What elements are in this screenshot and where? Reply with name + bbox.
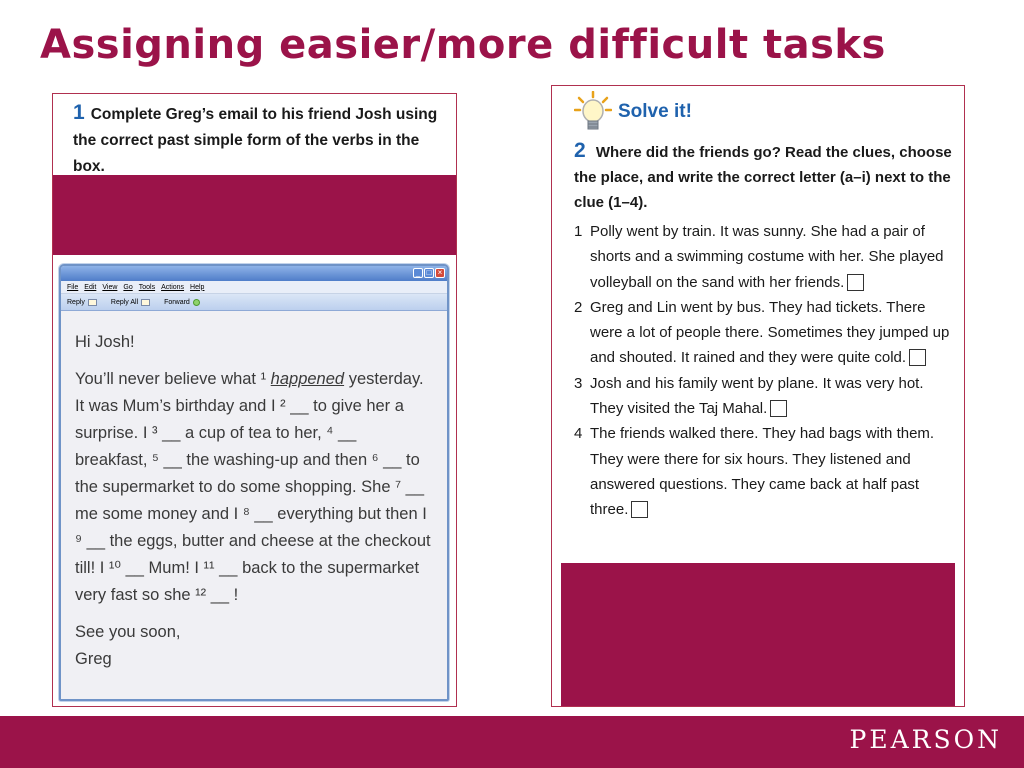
- email-paragraph: [75, 366, 433, 609]
- close-icon[interactable]: ×: [435, 268, 445, 278]
- email-body-rest: yesterday. It was Mum’s birthday and I ² __ to give her a surprise. I ³ __ a cup of tea to her, ⁴ __ breakfast, ⁵ __ the washing-up and then ⁶ __ to the supermarket to do some shopping. She ⁷ __ me some money and I ⁸ __ everything but then I ⁹ __ the eggs, butter and cheese at the checkout till! I ¹⁰ __ Mum! I ¹¹ __ back to the supermarket very fast so she ¹² __ !: [75, 370, 431, 604]
- clue-number: 2: [574, 298, 583, 316]
- menu-bar: [61, 281, 447, 294]
- exercise-1-instruction: Complete Greg’s email to his friend Josh using the correct past simple form of the verbs in the box.: [73, 106, 438, 175]
- solve-it-label: Solve it!: [618, 101, 692, 122]
- answer-box[interactable]: [770, 400, 787, 417]
- exercise-1-number: 1: [73, 101, 85, 124]
- minimize-icon[interactable]: _: [413, 268, 423, 278]
- maximize-icon[interactable]: □: [424, 268, 434, 278]
- envelope-icon: [88, 299, 97, 306]
- clue-text: Josh and his family went by plane. It was very hot. They visited the Taj Mahal.: [590, 374, 924, 418]
- clue-item: [574, 295, 954, 371]
- menu-tools[interactable]: Tools: [138, 283, 156, 291]
- email-closing: See you soon,: [75, 623, 181, 641]
- reply-button[interactable]: [67, 299, 97, 306]
- clue-text: Greg and Lin went by bus. They had tickets. There were a lot of people there. Sometimes they jumped up and shouted. It rained and they were quite cold.: [590, 298, 950, 367]
- pearson-logo: PEARSON: [849, 725, 1002, 754]
- email-window: [59, 264, 449, 701]
- email-toolbar: [61, 294, 447, 311]
- reply-all-label: Reply All: [110, 298, 139, 306]
- clue-text: The friends walked there. They had bags with them. They were there for six hours. They listened and answered questions. They came back at half past three.: [590, 425, 935, 519]
- example-answer: happened: [270, 370, 345, 388]
- menu-go[interactable]: Go: [123, 283, 133, 291]
- exercise-2-instruction-block: [574, 138, 954, 215]
- exercise-2-instruction: Where did the friends go? Read the clues, choose the place, and write the correct letter (a–i) next to the clue (1–4).: [574, 144, 952, 211]
- forward-arrow-icon: [193, 299, 200, 306]
- email-body: [61, 311, 447, 673]
- lightbulb-icon: [574, 91, 612, 133]
- menu-help[interactable]: Help: [190, 283, 205, 291]
- clue-number: 1: [574, 223, 583, 240]
- solve-it-banner: [574, 91, 692, 133]
- exercise-1-instruction-block: [53, 94, 456, 180]
- menu-actions[interactable]: Actions: [161, 283, 185, 291]
- menu-view[interactable]: View: [102, 283, 118, 291]
- footer-bar: [0, 716, 1024, 768]
- envelopes-icon: [141, 299, 150, 306]
- places-cover: [561, 563, 955, 706]
- reply-all-button[interactable]: [111, 299, 150, 306]
- email-greeting: Hi Josh!: [75, 333, 135, 351]
- clue-text: Polly went by train. It was sunny. She had a pair of shorts and a swimming costume with her. She played volleyball on the sand with her friends.: [590, 223, 944, 291]
- exercise-2-card: [551, 85, 965, 707]
- answer-box[interactable]: [631, 501, 648, 518]
- email-signature: Greg: [75, 650, 112, 668]
- slide-title: Assigning easier/more difficult tasks: [40, 22, 886, 68]
- verb-box-cover: [53, 175, 456, 255]
- clue-list: [574, 219, 954, 523]
- menu-edit[interactable]: Edit: [84, 283, 97, 291]
- clue-item: [574, 421, 954, 522]
- menu-file[interactable]: File: [67, 283, 79, 291]
- clue-number: 4: [574, 425, 583, 443]
- clue-item: [574, 219, 954, 295]
- clue-number: 3: [574, 374, 583, 392]
- clue-item: [574, 371, 954, 422]
- reply-label: Reply: [67, 298, 85, 306]
- window-titlebar: [61, 266, 447, 281]
- exercise-2-number: 2: [574, 139, 586, 162]
- email-body-start: You’ll never believe what ¹: [75, 370, 271, 388]
- forward-label: Forward: [164, 298, 190, 306]
- answer-box[interactable]: [847, 274, 864, 291]
- exercise-1-card: [52, 93, 457, 707]
- answer-box[interactable]: [909, 349, 926, 366]
- forward-button[interactable]: [164, 299, 200, 306]
